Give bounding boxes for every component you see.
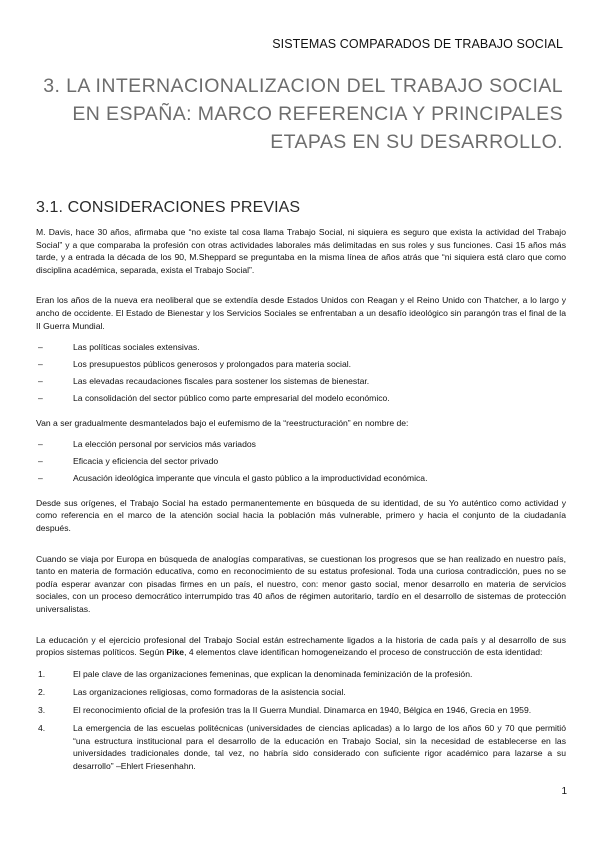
- dash-bullet: –: [38, 376, 43, 387]
- dash-bullet: –: [38, 439, 43, 450]
- chapter-title-line: ETAPAS EN SU DESARROLLO.: [270, 131, 563, 153]
- chapter-title-line: EN ESPAÑA: MARCO REFERENCIA Y PRINCIPALES: [72, 103, 563, 125]
- chapter-title-line: 3. LA INTERNACIONALIZACION DEL TRABAJO SOCIAL: [43, 75, 563, 97]
- section-heading: 3.1. CONSIDERACIONES PREVIAS: [36, 199, 301, 216]
- paragraph: [36, 634, 566, 659]
- numbered-list: [36, 668, 566, 773]
- numbered-item: [36, 704, 566, 717]
- section-body: [36, 226, 566, 778]
- list-item-text: Las políticas sociales extensivas.: [73, 342, 200, 353]
- numbered-item: [36, 686, 566, 699]
- dash-bullet: –: [38, 473, 43, 484]
- item-number: 4.: [38, 723, 46, 734]
- list-item: [36, 341, 566, 354]
- numbered-item: [36, 722, 566, 772]
- paragraph: Cuando se viaja por Europa en búsqueda de analogías comparativas, se cuestionan los progresos que se han realizado en nuestro país, tanto en materia de formación educativa, como en reconocimiento de su estatus profesional. Toda una curiosa contradicción, pues no se podía esperar avanzar con pisadas firmes en un país, el nuestro, con: menor gasto social, menor desarrollo en materia de servicios sociales, con un proceso democrático interrumpido tras 40 años de régimen autoritario, tardío en el desarrollo de sistemas de protección universalistas.: [36, 553, 566, 615]
- dash-bullet: –: [38, 342, 43, 353]
- bullet-list: [36, 438, 566, 485]
- list-item: [36, 438, 566, 451]
- list-item-text: Los presupuestos públicos generosos y prolongados para materia social.: [73, 359, 352, 370]
- paragraph: M. Davis, hace 30 años, afirmaba que “no existe tal cosa llama Trabajo Social, ni siquiera es seguro que exista la actividad del Trabajo Social” y a que comparaba la profesión con otras actividades laborales más delimitadas en sus roles y sus funciones. Casi 15 años más tarde, y a entrada la década de los 90, M.Sheppard se preguntaba en la misma línea de años atrás que “ni siquiera está claro que como disciplina académica, separada, exista el Trabajo Social”.: [36, 227, 566, 275]
- paragraph-text: , 4 elementos clave identifican homogeneizando el proceso de construcción de esta identidad:: [184, 647, 543, 658]
- paragraph: Van a ser gradualmente desmantelados bajo el eufemismo de la “reestructuración” en nombre de:: [36, 417, 409, 428]
- item-text: Las organizaciones religiosas, como formadoras de la asistencia social.: [73, 686, 346, 697]
- item-number: 2.: [38, 686, 46, 697]
- item-text: La emergencia de las escuelas politécnicas (universidades de ciencias aplicadas) a lo largo de los años 60 y 70 que permitió “una estructura institucional para el desarrollo de la educación en Trabajo Social, sin la necesidad de establecerse en las universidades tradicionales donde, tal vez, no habría sido considerado con suficiente rigor académico para lazarse a su desarrollo” –Ehlert Friesenhahn.: [73, 723, 566, 771]
- page-number: 1: [561, 786, 567, 797]
- list-item-text: La consolidación del sector público como parte empresarial del modelo económico.: [73, 393, 390, 404]
- author-name: Pike: [166, 647, 185, 658]
- chapter-title: [43, 72, 563, 156]
- running-header: SISTEMAS COMPARADOS DE TRABAJO SOCIAL: [272, 37, 563, 51]
- item-text: El reconocimiento oficial de la profesión tras la II Guerra Mundial. Dinamarca en 1940, Bélgica en 1946, Grecia en 1959.: [73, 704, 532, 715]
- list-item: [36, 472, 566, 485]
- list-item: [36, 455, 566, 468]
- paragraph: Eran los años de la nueva era neoliberal que se extendía desde Estados Unidos con Reagan y el Reino Unido con Thatcher, a lo largo y ancho de occidente. El Estado de Bienestar y los Servicios Sociales se enfrentaban a un desafío ideológico sin parangón tras el final de la II Guerra Mundial.: [36, 295, 566, 331]
- bullet-list: [36, 341, 566, 405]
- list-item: [36, 375, 566, 388]
- item-text: El pale clave de las organizaciones femeninas, que explican la denominada feminización de la profesión.: [73, 668, 473, 679]
- list-item: [36, 358, 566, 371]
- dash-bullet: –: [38, 359, 43, 370]
- list-item-text: La elección personal por servicios más variados: [73, 439, 256, 450]
- list-item-text: Eficacia y eficiencia del sector privado: [73, 456, 219, 467]
- item-number: 1.: [38, 668, 46, 679]
- paragraph: Desde sus orígenes, el Trabajo Social ha estado permanentemente en búsqueda de su identidad, de su Yo auténtico como actividad y como referencia en el marco de la atención social hacia la población más vulnerable, primero y hacia el conjunto de la ciudadanía después.: [36, 497, 566, 534]
- numbered-item: [36, 668, 566, 681]
- list-item-text: Las elevadas recaudaciones fiscales para sostener los sistemas de bienestar.: [73, 376, 370, 387]
- dash-bullet: –: [38, 393, 43, 404]
- dash-bullet: –: [38, 456, 43, 467]
- paragraph-text: La educación y el ejercicio profesional del Trabajo Social están estrechamente ligados a la historia de cada país y al desarrollo de sus propios sistemas políticos. Según: [36, 634, 566, 658]
- item-number: 3.: [38, 704, 46, 715]
- list-item-text: Acusación ideológica imperante que vincula el gasto público a la improductividad económica.: [73, 473, 428, 484]
- list-item: [36, 392, 566, 405]
